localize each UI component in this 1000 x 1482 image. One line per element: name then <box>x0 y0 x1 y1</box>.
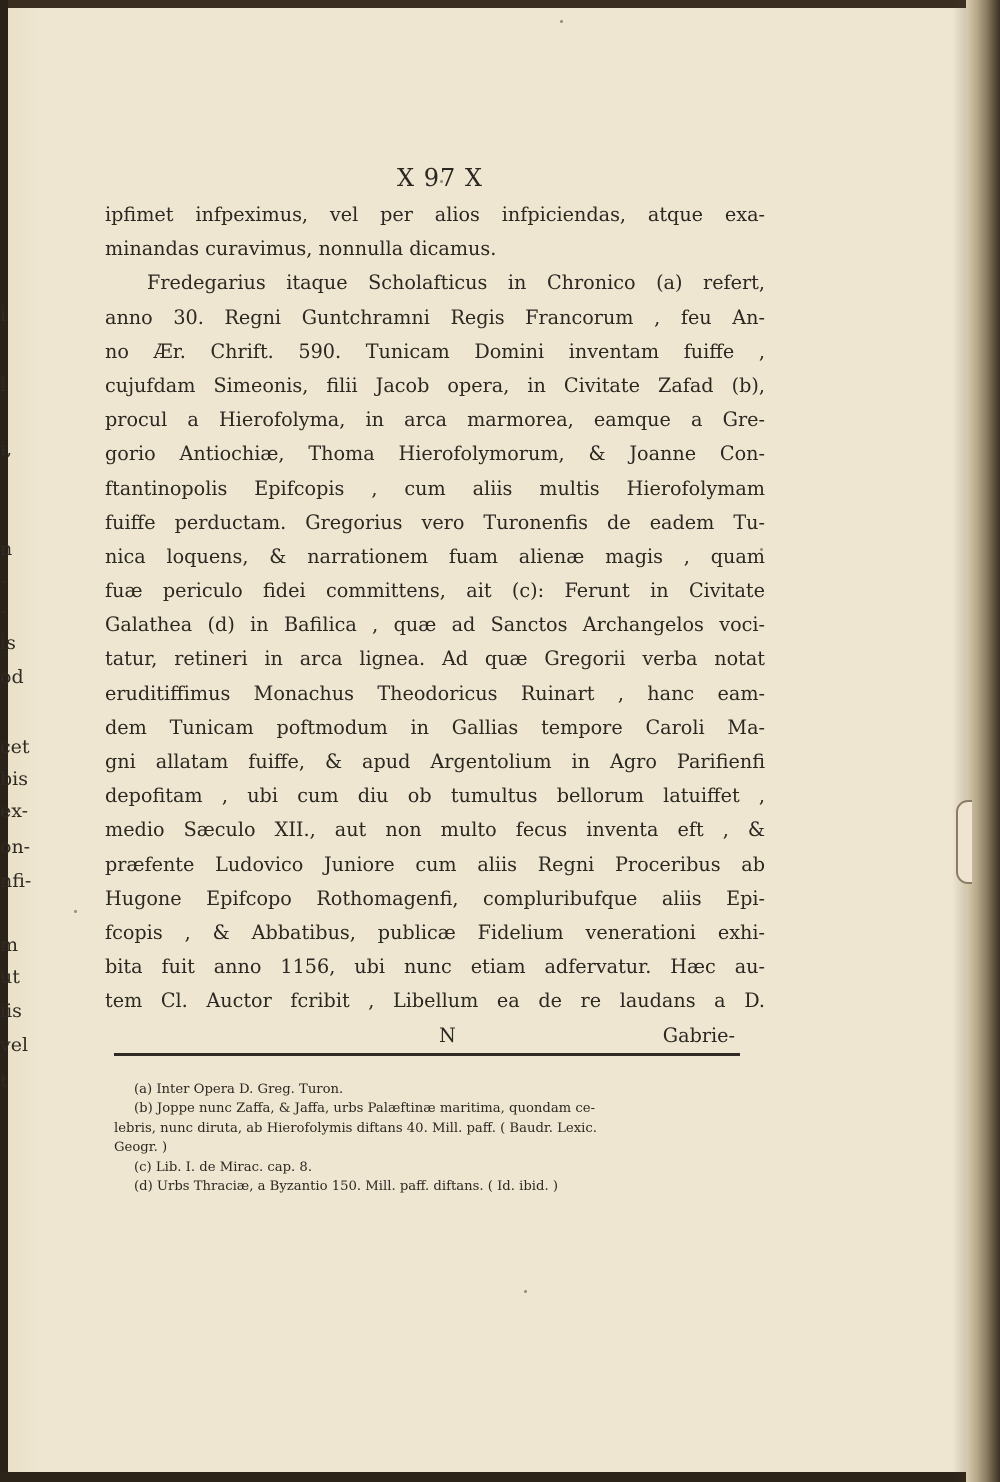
footnote-continuation: Geogr. ) <box>114 1140 168 1156</box>
text-line: bita fuit anno 1156, ubi nunc etiam adfervatur. Hæc au- <box>105 955 765 979</box>
footnote: (c) Lib. I. de Mirac. cap. 8. <box>134 1159 313 1175</box>
text-line: medio Sæculo XII., aut non multo fecus inventa eft , & <box>105 818 765 842</box>
text-line: fuæ periculo fidei committens, ait (c): Ferunt in Civitate <box>105 579 765 603</box>
gutter-shadow <box>952 0 966 1482</box>
text-line: procul a Hierofolyma, in arca marmorea, eamque a Gre- <box>105 408 765 432</box>
margin-fragment: iis <box>0 1000 22 1022</box>
text-line: tem Cl. Auctor fcribit , Libellum ea de re laudans a D. <box>105 989 765 1013</box>
bottom-edge <box>0 1472 1000 1482</box>
margin-fragment: t <box>0 1070 8 1092</box>
text-line: fcopis , & Abbatibus, publicæ Fidelium venerationi exhi- <box>105 920 765 944</box>
margin-fragment: is <box>0 632 16 654</box>
margin-fragment: l <box>0 374 7 396</box>
body-text <box>105 198 765 1019</box>
footnote-continuation: lebris, nunc diruta, ab Hierofolymis diftans 40. Mill. paff. ( Baudr. Lexic. <box>114 1120 597 1136</box>
running-head: X 97 X <box>397 164 483 192</box>
signature-mark: N <box>439 1023 456 1047</box>
text-line: gni allatam fuiffe, & apud Argentolium in Agro Parifienfi <box>105 750 765 773</box>
margin-fragment: ex- <box>0 800 29 822</box>
text-line: no Ær. Chrift. 590. Tunicam Domini inventam fuiffe , <box>105 339 765 363</box>
text-line: minandas curavimus, nonnulla dicamus. <box>105 237 497 261</box>
margin-fragment: cet <box>0 736 30 758</box>
margin-fragment: - <box>0 570 7 592</box>
text-line: anno 30. Regni Guntchramni Regis Francorum , feu An- <box>105 305 765 329</box>
margin-fragment: od <box>0 666 24 688</box>
text-line: gorio Antiochiæ, Thoma Hierofolymorum, & Joanne Con- <box>105 442 765 466</box>
margin-fragment: m <box>0 934 19 956</box>
margin-fragment: - <box>0 600 7 622</box>
paper-speck <box>524 1290 527 1293</box>
margin-fragment: nfi- <box>0 870 32 892</box>
footnote: (b) Joppe nunc Zaffa, & Jaffa, urbs Palæftinæ maritima, quondam ce- <box>134 1101 596 1117</box>
text-line: Fredegarius itaque Scholafticus in Chronico (a) refert, <box>147 271 765 295</box>
footnote: (a) Inter Opera D. Greg. Turon. <box>134 1082 344 1097</box>
text-line: fuiffe perductam. Gregorius vero Turonenfis de eadem Tu- <box>105 510 765 534</box>
text-line: cujufdam Simeonis, filii Jacob opera, in Civitate Zafad (b), <box>105 373 765 397</box>
margin-fragment: n <box>0 538 13 560</box>
margin-fragment: i <box>0 304 7 326</box>
footnote: (d) Urbs Thraciæ, a Byzantio 150. Mill. paff. diftans. ( Id. ibid. ) <box>134 1179 558 1195</box>
text-line: eruditiffimus Monachus Theodoricus Ruinart , hanc eam- <box>105 681 765 705</box>
text-line: depofitam , ubi cum diu ob tumultus bellorum latuiffet , <box>105 784 765 808</box>
paper-speck <box>74 910 77 913</box>
book-fore-edge <box>966 0 1000 1482</box>
margin-fragment: bis <box>0 768 28 790</box>
catchword: Gabrie- <box>662 1023 735 1047</box>
footnotes <box>114 1080 756 1196</box>
top-edge <box>0 0 1000 8</box>
margin-fragment: i, <box>0 438 13 460</box>
text-line: ftantinopolis Epifcopis , cum aliis multis Hierofolymam <box>105 476 765 500</box>
text-line: nica loquens, & narrationem fuam alienæ magis , quam <box>105 544 765 568</box>
text-line: tatur, retineri in arca lignea. Ad quæ Gregorii verba notat <box>105 647 765 671</box>
text-line: præfente Ludovico Juniore cum aliis Regni Proceribus ab <box>105 852 765 876</box>
text-line: Hugone Epifcopo Rothomagenfi, compluribufque aliis Epi- <box>105 886 765 910</box>
margin-fragment: on- <box>0 836 31 858</box>
page-clip <box>956 800 972 884</box>
text-line: ipfimet infpeximus, vel per alios infpiciendas, atque exa- <box>105 203 765 226</box>
paper-speck <box>560 20 563 23</box>
text-line: Galathea (d) in Bafilica , quæ ad Sanctos Archangelos voci- <box>105 613 765 637</box>
text-block <box>105 160 765 1053</box>
footnote-rule <box>114 1053 740 1056</box>
text-line: dem Tunicam poftmodum in Gallias tempore Caroli Ma- <box>105 715 765 739</box>
catch-line <box>105 1019 765 1053</box>
margin-fragment: ut <box>0 966 20 988</box>
margin-fragment: vel <box>0 1034 29 1056</box>
